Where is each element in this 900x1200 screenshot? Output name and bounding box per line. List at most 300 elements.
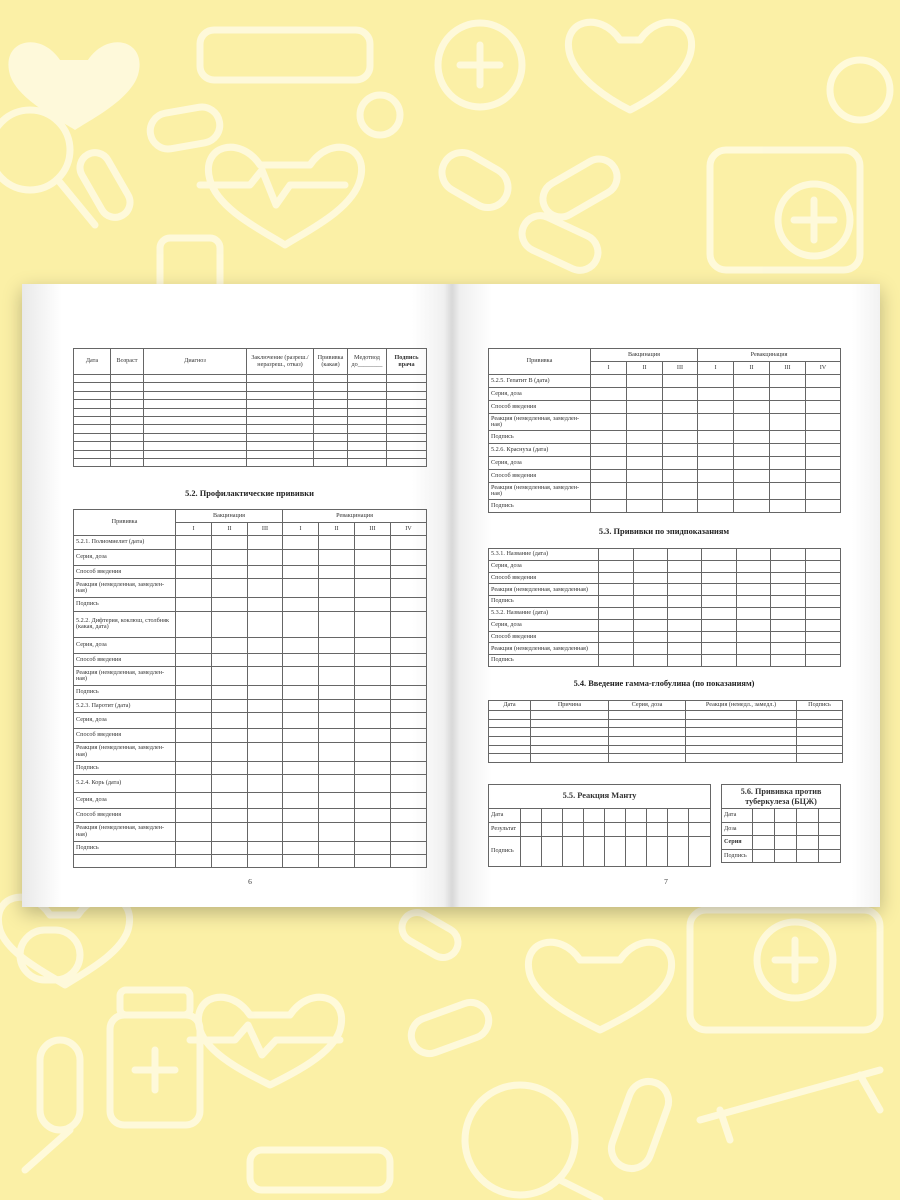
table-cell <box>797 754 843 763</box>
table-cell <box>348 400 387 408</box>
revacc-col-1: I <box>283 523 319 536</box>
table-cell <box>771 596 806 608</box>
table-cell <box>283 699 319 713</box>
table-cell <box>686 754 797 763</box>
table-cell <box>247 425 314 433</box>
table-cell <box>698 431 734 444</box>
table-cell <box>737 560 771 572</box>
section-title-5-4: 5.4. Введение гамма-глобулина (по показаниям) <box>573 679 755 688</box>
row-label: Серия <box>722 836 753 850</box>
table-cell <box>737 584 771 596</box>
table-cell <box>319 536 355 550</box>
table-cell <box>634 549 668 561</box>
table-cell <box>686 711 797 720</box>
table-cell <box>248 855 283 868</box>
table-cell <box>283 667 319 686</box>
col-header-medical-exemption: Медотвод до________ <box>348 349 387 375</box>
table-cell <box>248 713 283 729</box>
table-cell <box>319 761 355 775</box>
table-cell <box>634 584 668 596</box>
gg-header-reason: Причина <box>531 701 609 711</box>
table-cell <box>668 631 702 643</box>
row-label: Подпись <box>74 686 176 700</box>
table-row <box>74 391 427 399</box>
table-cell <box>806 596 841 608</box>
table-cell <box>314 450 348 458</box>
header-vaccination: Вакцинация <box>591 349 698 362</box>
table-cell <box>599 607 634 619</box>
row-label: Реакция (немедленная, замедленная) <box>489 643 599 655</box>
table-cell <box>770 375 806 388</box>
row-label: 5.2.2. Дифтерия, коклюш, столбняк (какая, дата) <box>74 611 176 637</box>
table-cell <box>212 775 248 793</box>
table-cell <box>391 637 427 653</box>
table-cell <box>283 742 319 761</box>
table-cell <box>770 470 806 483</box>
table-cell <box>348 391 387 399</box>
table-cell <box>531 719 609 728</box>
table-cell <box>819 809 841 823</box>
table-cell <box>647 823 668 837</box>
vaccinations-continued-table <box>488 348 841 513</box>
table-cell <box>144 416 247 424</box>
table-cell <box>355 775 391 793</box>
table-cell <box>176 729 212 743</box>
table-cell <box>314 458 348 466</box>
table-cell <box>391 579 427 598</box>
table-cell <box>702 643 737 655</box>
table-cell <box>348 383 387 391</box>
table-cell <box>212 729 248 743</box>
table-cell <box>599 631 634 643</box>
table-cell <box>355 713 391 729</box>
table-cell <box>737 572 771 584</box>
table-row <box>489 431 841 444</box>
table-row <box>74 855 427 868</box>
table-cell <box>770 401 806 414</box>
table-cell <box>591 414 627 431</box>
table-cell <box>247 400 314 408</box>
table-cell <box>689 823 711 837</box>
table-cell <box>248 775 283 793</box>
row-label: Реакция (немедленная, замедлен-ная) <box>74 579 176 598</box>
table-row <box>489 572 841 584</box>
table-cell <box>212 549 248 565</box>
table-cell <box>283 549 319 565</box>
table-cell <box>248 686 283 700</box>
table-cell <box>663 457 698 470</box>
table-cell <box>248 549 283 565</box>
table-cell <box>734 388 770 401</box>
page-number-right: 7 <box>664 877 668 886</box>
table-cell <box>74 383 111 391</box>
table-cell <box>111 433 144 441</box>
row-label: Серия, доза <box>74 637 176 653</box>
table-cell <box>283 653 319 667</box>
table-cell <box>387 433 427 441</box>
table-cell <box>521 823 542 837</box>
row-label: Подпись <box>74 841 176 855</box>
table-cell <box>770 414 806 431</box>
table-cell <box>387 408 427 416</box>
table-cell <box>806 375 841 388</box>
table-cell <box>176 536 212 550</box>
table-cell <box>355 611 391 637</box>
table-cell <box>355 667 391 686</box>
table-cell <box>283 536 319 550</box>
table-cell <box>319 549 355 565</box>
table-cell <box>634 643 668 655</box>
table-cell <box>698 483 734 500</box>
table-cell <box>247 391 314 399</box>
table-row <box>489 414 841 431</box>
table-cell <box>806 584 841 596</box>
table-row <box>489 728 843 737</box>
table-cell <box>686 737 797 746</box>
table-cell <box>599 549 634 561</box>
table-row <box>489 619 841 631</box>
table-cell <box>737 643 771 655</box>
epidemic-vaccinations-table <box>488 548 841 667</box>
row-label: 5.2.3. Паротит (дата) <box>74 699 176 713</box>
row-label: 5.2.4. Корь (дата) <box>74 775 176 793</box>
table-cell <box>391 653 427 667</box>
table-cell <box>599 584 634 596</box>
table-cell <box>599 572 634 584</box>
row-label: Серия, доза <box>489 388 591 401</box>
table-cell <box>702 607 737 619</box>
table-row <box>74 653 427 667</box>
table-cell <box>176 822 212 841</box>
table-cell <box>247 433 314 441</box>
table-row <box>74 841 427 855</box>
table-cell <box>391 809 427 823</box>
table-cell <box>686 745 797 754</box>
table-cell <box>626 823 647 837</box>
table-cell <box>387 416 427 424</box>
table-cell <box>391 761 427 775</box>
table-row <box>74 400 427 408</box>
table-cell <box>591 444 627 457</box>
table-cell <box>734 401 770 414</box>
table-cell <box>797 711 843 720</box>
table-cell <box>591 500 627 513</box>
table-cell <box>212 809 248 823</box>
table-cell <box>806 388 841 401</box>
table-cell <box>248 579 283 598</box>
vacc-col-1: I <box>176 523 212 536</box>
table-cell <box>74 400 111 408</box>
table-cell <box>734 444 770 457</box>
row-label: 5.3.1. Название (дата) <box>489 549 599 561</box>
table-cell <box>355 598 391 612</box>
table-cell <box>144 400 247 408</box>
table-cell <box>74 375 111 383</box>
table-cell <box>212 637 248 653</box>
table-cell <box>248 667 283 686</box>
table-cell <box>753 836 775 850</box>
table-cell <box>609 719 686 728</box>
table-cell <box>176 549 212 565</box>
table-cell <box>599 643 634 655</box>
table-cell <box>176 667 212 686</box>
table-cell <box>668 549 702 561</box>
table-cell <box>144 383 247 391</box>
table-cell <box>634 596 668 608</box>
table-cell <box>319 579 355 598</box>
row-label: Способ введения <box>74 809 176 823</box>
table-cell <box>314 400 348 408</box>
table-cell <box>663 388 698 401</box>
table-cell <box>771 584 806 596</box>
row-label: Реакция (немедленная, замедлен-ная) <box>74 667 176 686</box>
table-cell <box>775 822 797 836</box>
table-cell <box>176 637 212 653</box>
table-cell <box>248 699 283 713</box>
table-cell <box>634 560 668 572</box>
table-cell <box>663 500 698 513</box>
table-row <box>489 837 711 867</box>
table-cell <box>387 391 427 399</box>
table-cell <box>283 761 319 775</box>
table-cell <box>319 713 355 729</box>
table-cell <box>355 742 391 761</box>
table-cell <box>319 653 355 667</box>
table-row <box>489 470 841 483</box>
open-booklet <box>22 284 880 907</box>
table-cell <box>627 388 663 401</box>
table-cell <box>663 401 698 414</box>
table-cell <box>806 549 841 561</box>
table-row <box>74 375 427 383</box>
table-cell <box>737 607 771 619</box>
row-label: Способ введения <box>74 653 176 667</box>
table-cell <box>176 793 212 809</box>
table-cell <box>668 655 702 667</box>
table-row <box>489 643 841 655</box>
table-cell <box>775 809 797 823</box>
table-cell <box>663 470 698 483</box>
table-cell <box>734 375 770 388</box>
table-cell <box>771 655 806 667</box>
table-cell <box>283 598 319 612</box>
table-cell <box>806 401 841 414</box>
table-cell <box>247 458 314 466</box>
table-cell <box>314 425 348 433</box>
table-cell <box>391 667 427 686</box>
table-cell <box>698 375 734 388</box>
table-cell <box>775 849 797 863</box>
row-label: Реакция (немедленная, замедлен-ная) <box>489 414 591 431</box>
left-page <box>22 284 452 907</box>
table-cell <box>797 745 843 754</box>
table-cell <box>797 809 819 823</box>
table-cell <box>111 383 144 391</box>
table-cell <box>314 408 348 416</box>
table-cell <box>391 855 427 868</box>
table-cell <box>698 470 734 483</box>
table-cell <box>212 822 248 841</box>
table-cell <box>212 699 248 713</box>
revacc-col-3: III <box>355 523 391 536</box>
table-row <box>74 442 427 450</box>
table-cell <box>355 653 391 667</box>
row-label: Серия, доза <box>489 560 599 572</box>
table-cell <box>387 425 427 433</box>
table-cell <box>387 442 427 450</box>
row-label: Серия, доза <box>489 619 599 631</box>
table-cell <box>563 823 584 837</box>
table-cell <box>806 572 841 584</box>
table-cell <box>753 809 775 823</box>
table-cell <box>283 809 319 823</box>
table-cell <box>489 754 531 763</box>
table-cell <box>248 637 283 653</box>
table-cell <box>248 793 283 809</box>
table-cell <box>314 416 348 424</box>
table-cell <box>609 711 686 720</box>
table-row <box>489 719 843 728</box>
table-cell <box>348 458 387 466</box>
table-cell <box>314 383 348 391</box>
table-cell <box>248 729 283 743</box>
table-cell <box>819 836 841 850</box>
table-cell <box>668 837 689 867</box>
table-cell <box>521 809 542 823</box>
table-cell <box>634 572 668 584</box>
table-row <box>74 565 427 579</box>
table-cell <box>283 822 319 841</box>
table-cell <box>176 809 212 823</box>
mantoux-body <box>489 809 711 867</box>
table-cell <box>806 560 841 572</box>
table-cell <box>314 442 348 450</box>
row-label: Серия, доза <box>489 457 591 470</box>
table-cell <box>698 444 734 457</box>
gg-header-signature: Подпись <box>797 701 843 711</box>
table-cell <box>248 653 283 667</box>
table-row <box>489 655 841 667</box>
table-cell <box>734 470 770 483</box>
table-cell <box>319 699 355 713</box>
table-cell <box>702 631 737 643</box>
table-row <box>74 729 427 743</box>
table-cell <box>753 822 775 836</box>
table-cell <box>634 607 668 619</box>
table-cell <box>489 719 531 728</box>
vacc-col-2: II <box>212 523 248 536</box>
table-cell <box>74 416 111 424</box>
table-cell <box>626 837 647 867</box>
table-cell <box>319 809 355 823</box>
table-cell <box>391 822 427 841</box>
bcg-body <box>722 809 841 863</box>
row-label: Способ введения <box>74 565 176 579</box>
table-cell <box>247 416 314 424</box>
table-cell <box>391 686 427 700</box>
table-row <box>489 549 841 561</box>
table-cell <box>806 643 841 655</box>
table-cell <box>734 483 770 500</box>
row-label: Доза <box>722 822 753 836</box>
table-cell <box>144 391 247 399</box>
table-cell <box>319 775 355 793</box>
table-cell <box>212 611 248 637</box>
table-cell <box>770 500 806 513</box>
table-cell <box>806 444 841 457</box>
table-cell <box>806 483 841 500</box>
table-cell <box>542 823 563 837</box>
col-header-doctor-signature: Подпись врача <box>387 349 427 375</box>
table-cell <box>663 375 698 388</box>
gg-header-date: Дата <box>489 701 531 711</box>
table-cell <box>74 408 111 416</box>
table-cell <box>355 761 391 775</box>
table-row <box>489 809 711 823</box>
table-cell <box>702 655 737 667</box>
table-cell <box>176 699 212 713</box>
table-cell <box>591 483 627 500</box>
table-row <box>74 433 427 441</box>
table-cell <box>319 667 355 686</box>
table-cell <box>348 425 387 433</box>
table-row <box>74 809 427 823</box>
table-cell <box>248 536 283 550</box>
table-cell <box>663 431 698 444</box>
col-header-conclusion: Заключение (разреш./неразреш., отказ) <box>247 349 314 375</box>
right-page <box>452 284 880 907</box>
table-row <box>489 754 843 763</box>
table-cell <box>355 793 391 809</box>
table-row <box>489 745 843 754</box>
preventive-vaccinations-table <box>73 509 427 868</box>
row-label: Серия, доза <box>74 549 176 565</box>
table-cell <box>176 598 212 612</box>
table-cell <box>319 742 355 761</box>
gamma-globulin-table <box>488 700 843 763</box>
table-row <box>74 775 427 793</box>
table-cell <box>212 598 248 612</box>
table-row <box>489 457 841 470</box>
table-cell <box>698 414 734 431</box>
table-row <box>489 375 841 388</box>
table-row <box>489 711 843 720</box>
row-label: Подпись <box>489 596 599 608</box>
table-row <box>489 631 841 643</box>
table-cell <box>355 549 391 565</box>
row-label: Дата <box>489 809 521 823</box>
table-cell <box>599 560 634 572</box>
table-cell <box>74 442 111 450</box>
table-cell <box>627 500 663 513</box>
table-cell <box>489 745 531 754</box>
col-header-date: Дата <box>74 349 111 375</box>
table-cell <box>391 699 427 713</box>
table-cell <box>355 841 391 855</box>
table-cell <box>355 699 391 713</box>
revacc-col-2: II <box>319 523 355 536</box>
table-row <box>489 584 841 596</box>
table-cell <box>627 401 663 414</box>
table-cell <box>319 855 355 868</box>
table-cell <box>319 793 355 809</box>
table-cell <box>314 391 348 399</box>
table-cell <box>770 431 806 444</box>
table-cell <box>247 450 314 458</box>
table-cell <box>668 584 702 596</box>
table-cell <box>248 742 283 761</box>
row-label: 5.2.6. Краснуха (дата) <box>489 444 591 457</box>
